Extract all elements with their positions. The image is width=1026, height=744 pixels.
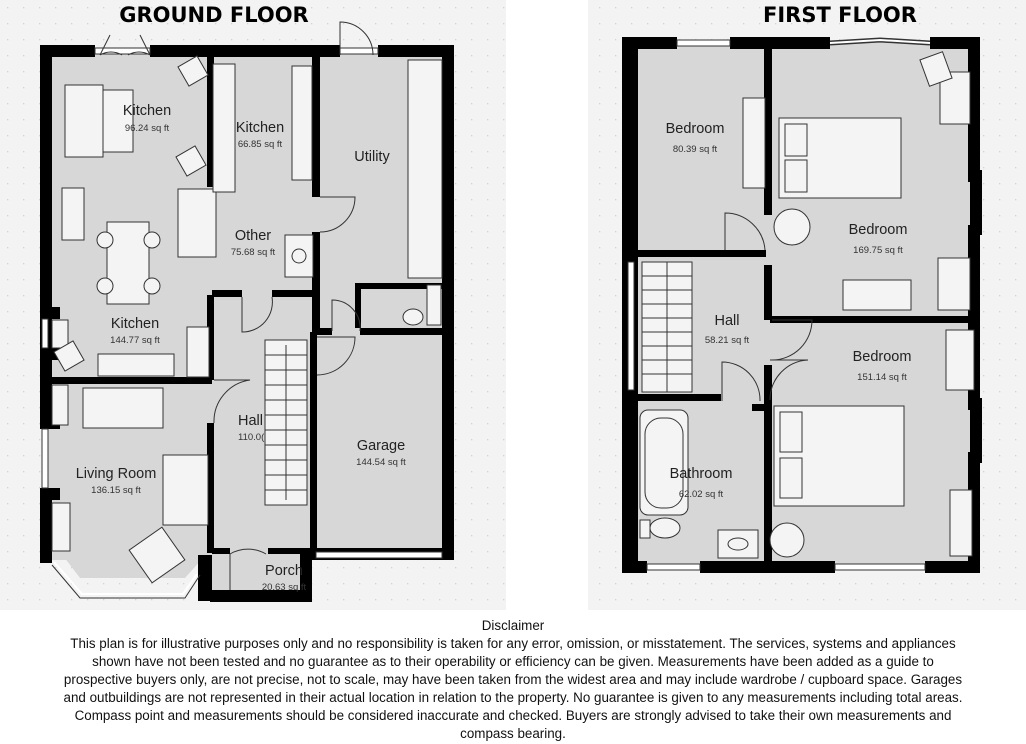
ground-floor-stairs — [265, 340, 307, 505]
room-name: Other — [234, 228, 272, 244]
room-name: Utility — [354, 149, 390, 165]
room-label-garage — [356, 438, 406, 468]
room-name: Bedroom — [852, 349, 912, 365]
room-area: 20.63 sq ft — [261, 582, 307, 593]
ground-floor-title: GROUND FLOOR — [119, 3, 309, 27]
room-area: 58.21 sq ft — [704, 335, 750, 346]
room-label-kitchen-dining — [110, 316, 160, 346]
room-name: Bedroom — [665, 121, 725, 137]
room-name: Living Room — [75, 466, 157, 482]
disclaimer — [60, 617, 966, 743]
room-name: Porch — [265, 563, 303, 579]
room-name: Garage — [356, 438, 406, 454]
room-area: 110.0( — [238, 432, 265, 443]
room-label-hall-ground — [238, 413, 265, 443]
room-area: 136.15 sq ft — [91, 485, 141, 496]
room-area: 96.24 sq ft — [124, 123, 170, 134]
ground-floor-plan — [0, 0, 506, 610]
disclaimer-title: Disclaimer — [481, 618, 545, 633]
room-area: 80.39 sq ft — [672, 144, 718, 155]
room-label-kitchen-galley — [236, 120, 284, 150]
first-floor-stairs — [642, 262, 692, 392]
room-name: Bedroom — [848, 222, 908, 238]
room-area: 66.85 sq ft — [237, 139, 283, 150]
room-label-kitchen-north — [123, 103, 171, 134]
first-floor-plan — [588, 0, 1026, 610]
room-area: 144.77 sq ft — [110, 335, 160, 346]
room-area: 151.14 sq ft — [857, 372, 907, 383]
room-name: Bathroom — [669, 466, 733, 482]
room-area: 62.02 sq ft — [678, 489, 724, 500]
room-label-utility — [354, 149, 390, 165]
room-name: Kitchen — [110, 316, 160, 332]
room-name: Kitchen — [122, 103, 172, 119]
room-label-porch — [262, 563, 307, 593]
first-floor-title: FIRST FLOOR — [763, 3, 917, 27]
room-area: 75.68 sq ft — [230, 247, 276, 258]
room-area: 144.54 sq ft — [356, 457, 406, 468]
room-name: Hall — [714, 313, 740, 329]
disclaimer-text: This plan is for illustrative purposes only and no responsibility is taken for any error, omission, or misstatement. The services, systems and appliances shown have not been tested and no guarantee as to their operability or efficiency can be given. Measurements have been added as a guide to prospective buyers only, are not precise, not to scale, may have been taken from the widest area and may include wardrobe / cupboard space. Garages and outbuildings are not represented in their actual location in relation to the property. No guarantee is given to any measurements including total areas. Compass point and measurements should be considered inaccurate and checked. Buyers are strongly advised to take their own measurements and compass bearing. — [63, 636, 963, 741]
room-area: 169.75 sq ft — [853, 245, 903, 256]
room-name: Kitchen — [235, 120, 285, 136]
room-label-other — [231, 228, 276, 258]
room-name: Hall — [238, 413, 263, 429]
